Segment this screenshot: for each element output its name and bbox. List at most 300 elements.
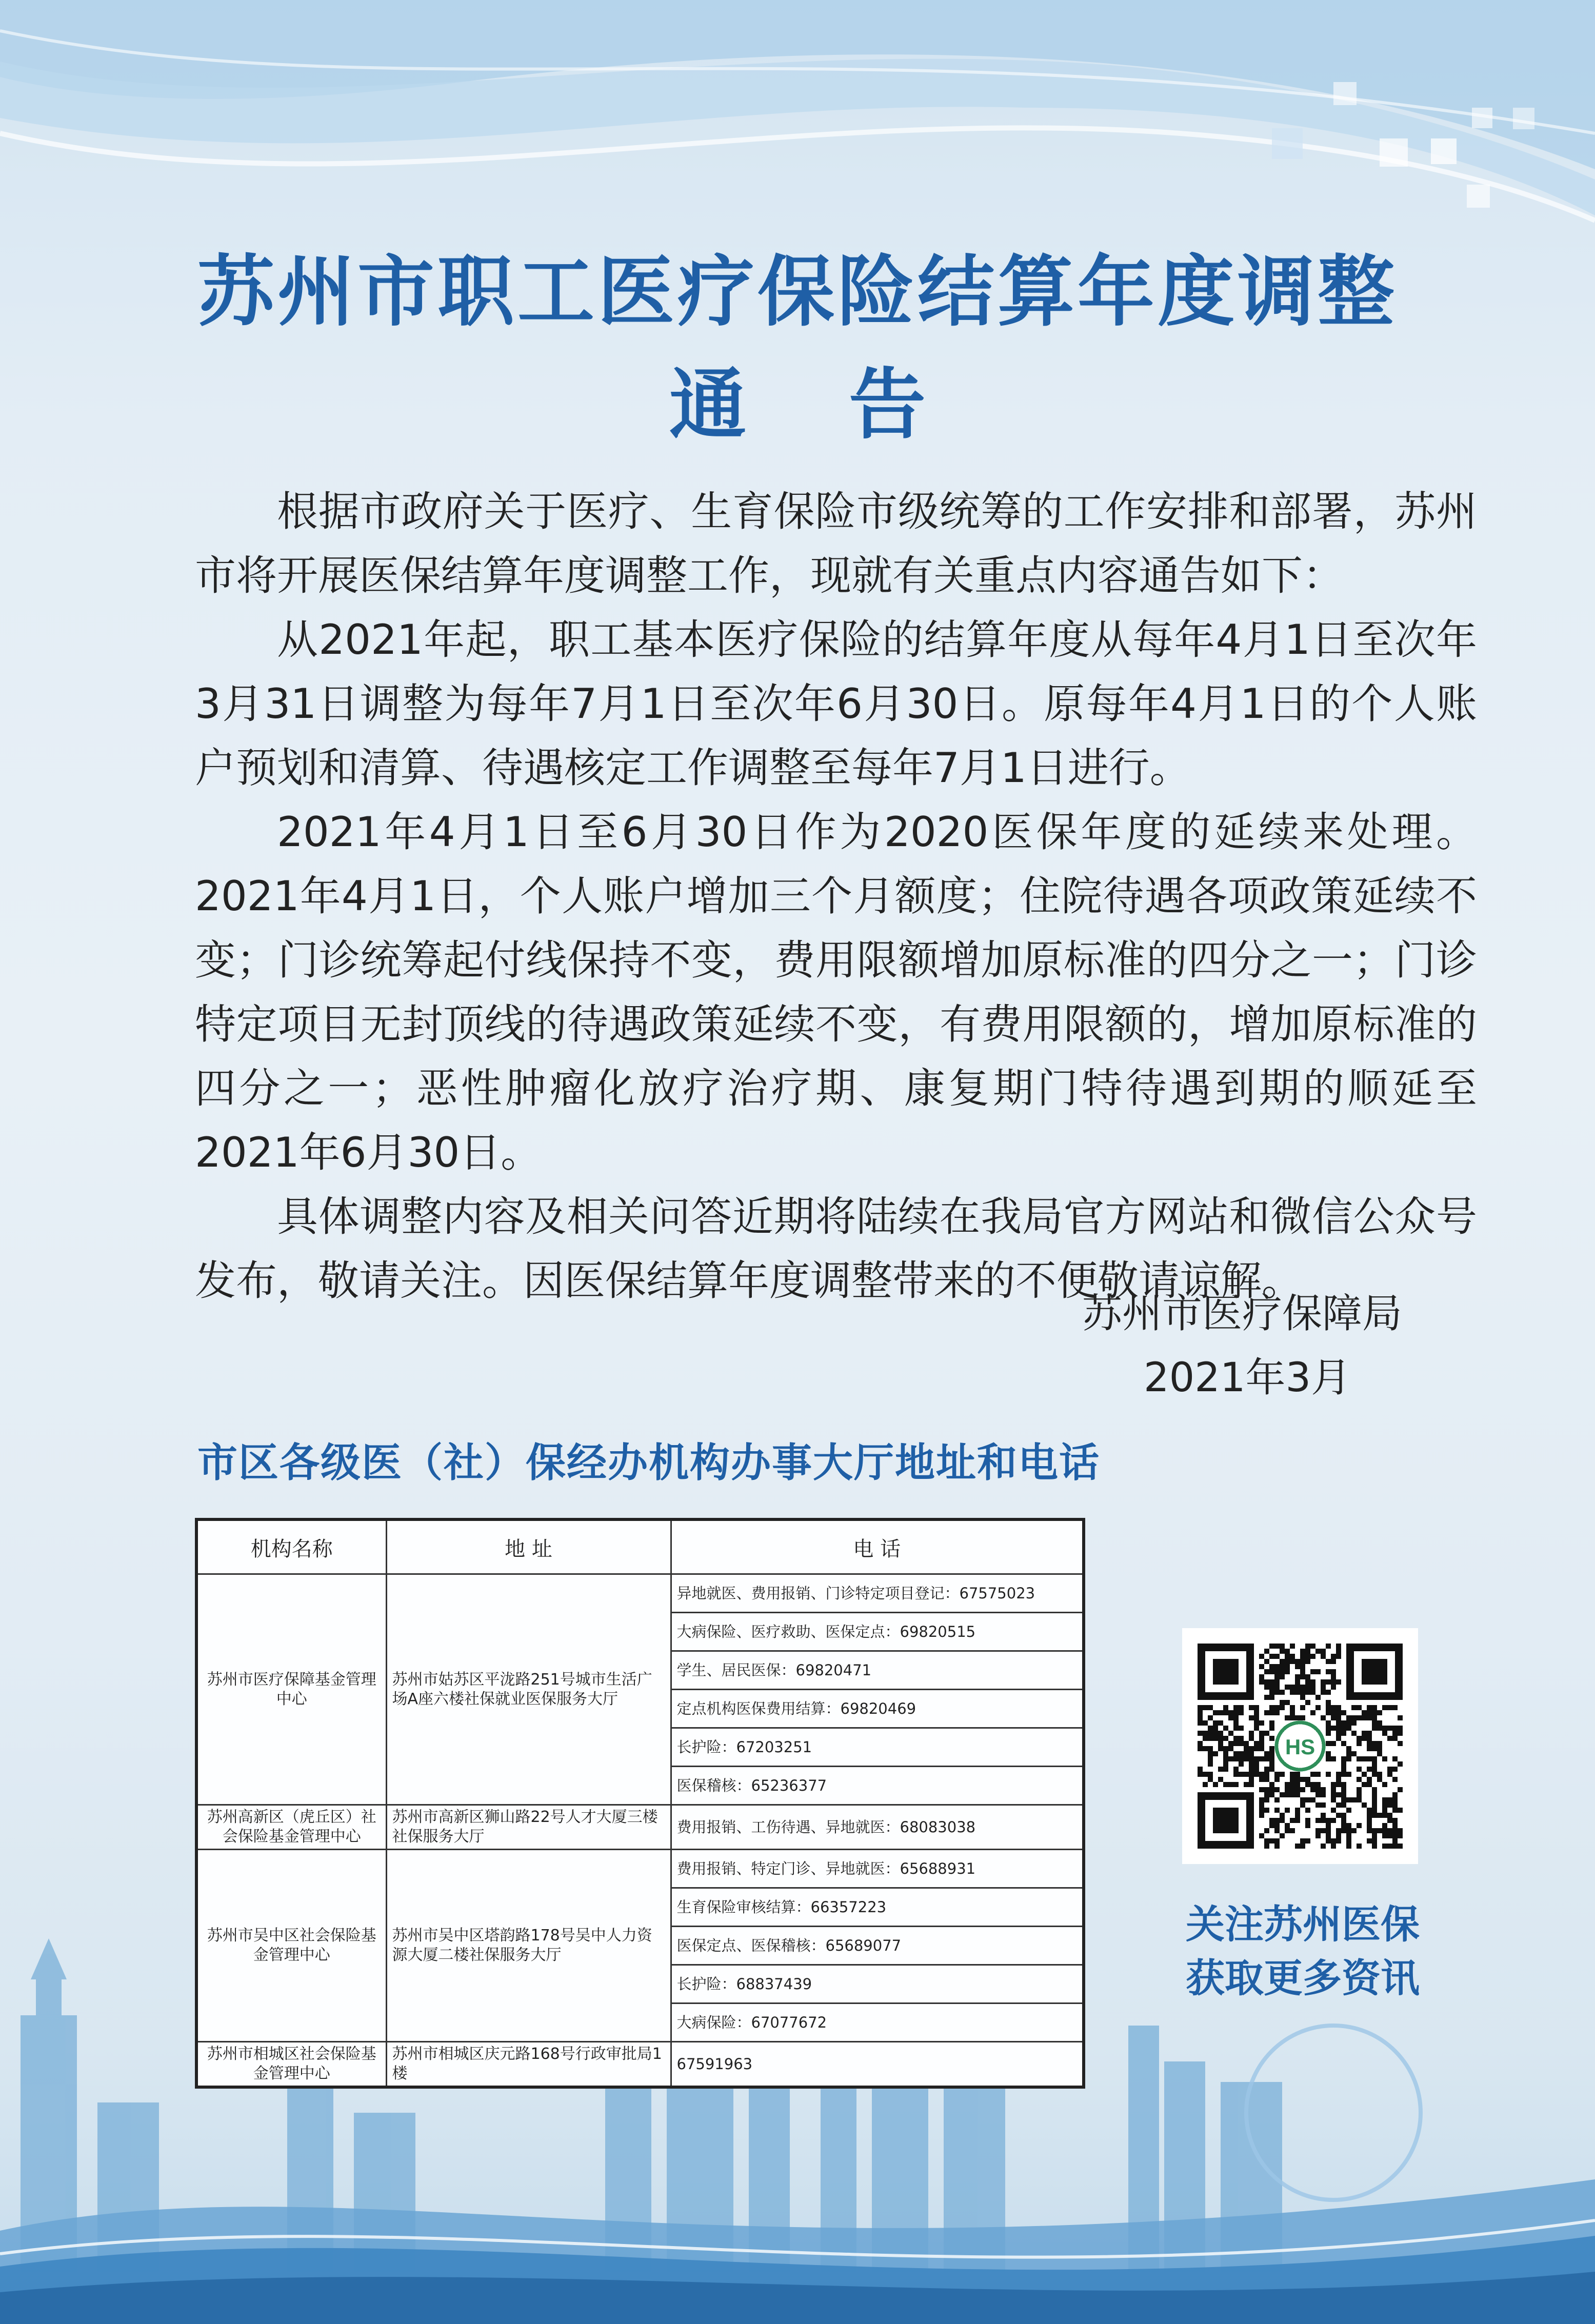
qr-module — [1203, 1731, 1208, 1736]
qr-module — [1315, 1828, 1321, 1833]
qr-module — [1233, 1782, 1239, 1787]
qr-module — [1326, 1823, 1331, 1828]
qr-module — [1249, 1772, 1254, 1777]
qr-module — [1218, 1777, 1223, 1782]
qr-module — [1357, 1787, 1362, 1792]
qr-module — [1300, 1797, 1305, 1802]
office-address: 苏州市高新区狮山路22号人才大厦三楼社保服务大厅 — [386, 1805, 671, 1850]
qr-module — [1213, 1731, 1218, 1736]
qr-module — [1377, 1813, 1382, 1818]
qr-module — [1341, 1767, 1346, 1772]
qr-module — [1392, 1828, 1398, 1833]
qr-module — [1218, 1720, 1223, 1726]
qr-module — [1264, 1695, 1269, 1700]
qr-module — [1264, 1710, 1269, 1715]
qr-module — [1223, 1710, 1228, 1715]
qr-module — [1264, 1679, 1269, 1685]
qr-module — [1341, 1828, 1346, 1833]
qr-module — [1362, 1782, 1367, 1787]
qr-module — [1285, 1808, 1290, 1813]
qr-module — [1305, 1823, 1310, 1828]
qr-module — [1372, 1726, 1377, 1731]
offices-heading: 市区各级医（社）保经办机构办事大厅地址和电话 — [197, 1440, 1101, 1486]
qr-module — [1233, 1736, 1239, 1741]
qr-module — [1254, 1761, 1259, 1767]
qr-module — [1336, 1838, 1341, 1844]
qr-module — [1269, 1690, 1274, 1695]
qr-module — [1346, 1726, 1351, 1731]
qr-module — [1269, 1726, 1274, 1731]
qr-module — [1377, 1746, 1382, 1751]
qr-module — [1300, 1649, 1305, 1654]
qr-module — [1274, 1787, 1280, 1792]
qr-module — [1218, 1731, 1223, 1736]
qr-module — [1274, 1669, 1280, 1674]
qr-module — [1264, 1838, 1269, 1844]
qr-module — [1269, 1710, 1274, 1715]
qr-module — [1372, 1844, 1377, 1849]
qr-module — [1203, 1746, 1208, 1751]
notice-paragraph: 2021年4月1日至6月30日作为2020医保年度的延续来处理。2021年4月1日，个人账户增加三个月额度；住院待遇各项政策延续不变；门诊统筹起付线保持不变，费用限额增加原标准的四分之一；门诊特定项目无封顶线的待遇政策延续不变，有费用限额的，增加原标准的四分之一；恶性肿瘤化放疗治疗期、康复期门特待遇到期的顺延至2021年6月30日。 — [195, 808, 1477, 1176]
qr-module — [1326, 1741, 1331, 1746]
qr-module — [1326, 1833, 1331, 1838]
qr-module — [1336, 1705, 1341, 1710]
column-header: 电 话 — [671, 1519, 1084, 1574]
qr-module — [1239, 1741, 1244, 1746]
qr-module — [1382, 1705, 1387, 1710]
qr-module — [1233, 1772, 1239, 1777]
qr-module — [1326, 1710, 1331, 1715]
qr-module — [1290, 1715, 1295, 1720]
qr-module — [1305, 1690, 1310, 1695]
qr-module — [1392, 1833, 1398, 1838]
office-phone: 长护险：68837439 — [671, 1965, 1084, 2004]
qr-module — [1305, 1674, 1310, 1679]
qr-module — [1310, 1669, 1315, 1674]
qr-module — [1295, 1787, 1300, 1792]
qr-module — [1372, 1772, 1377, 1777]
qr-module — [1351, 1828, 1357, 1833]
qr-module — [1285, 1664, 1290, 1669]
qr-module — [1254, 1705, 1259, 1710]
qr-module — [1372, 1838, 1377, 1844]
qr-module — [1387, 1828, 1392, 1833]
qr-module — [1362, 1772, 1367, 1777]
qr-module — [1377, 1777, 1382, 1782]
qr-module — [1305, 1808, 1310, 1813]
qr-module — [1259, 1720, 1264, 1726]
qr-module — [1367, 1705, 1372, 1710]
qr-module — [1387, 1797, 1392, 1802]
office-address: 苏州市相城区庆元路168号行政审批局1楼 — [386, 2042, 671, 2088]
qr-module — [1367, 1777, 1372, 1782]
qr-module — [1367, 1756, 1372, 1761]
qr-module — [1254, 1741, 1259, 1746]
qr-module — [1346, 1746, 1351, 1751]
qr-module — [1264, 1828, 1269, 1833]
qr-module — [1331, 1726, 1336, 1731]
qr-module — [1387, 1833, 1392, 1838]
qr-module — [1336, 1644, 1341, 1649]
notice-paragraph: 根据市政府关于医疗、生育保险市级统筹的工作安排和部署，苏州市将开展医保结算年度调整工作，现就有关重点内容通告如下： — [195, 488, 1477, 599]
qr-caption-line: 关注苏州医保 — [1186, 1901, 1420, 1947]
qr-module — [1392, 1808, 1398, 1813]
qr-module — [1326, 1659, 1331, 1664]
qr-module — [1233, 1715, 1239, 1720]
qr-module — [1244, 1746, 1249, 1751]
qr-module — [1259, 1756, 1264, 1761]
qr-module — [1341, 1792, 1346, 1797]
qr-module — [1331, 1818, 1336, 1823]
qr-module — [1305, 1797, 1310, 1802]
qr-module — [1228, 1710, 1233, 1715]
qr-module — [1213, 1751, 1218, 1756]
qr-module — [1264, 1731, 1269, 1736]
qr-module — [1280, 1664, 1285, 1669]
qr-module — [1351, 1751, 1357, 1756]
qr-module — [1300, 1695, 1305, 1700]
qr-module — [1367, 1808, 1372, 1813]
qr-module — [1269, 1792, 1274, 1797]
qr-module — [1290, 1772, 1295, 1777]
qr-module — [1254, 1756, 1259, 1761]
qr-module — [1346, 1715, 1351, 1720]
qr-module — [1269, 1685, 1274, 1690]
qr-module — [1372, 1802, 1377, 1808]
qr-module — [1280, 1669, 1285, 1674]
qr-module — [1382, 1808, 1387, 1813]
qr-module — [1274, 1644, 1280, 1649]
qr-module — [1392, 1823, 1398, 1828]
qr-module — [1254, 1720, 1259, 1726]
qr-module — [1362, 1736, 1367, 1741]
qr-module — [1254, 1767, 1259, 1772]
qr-module — [1326, 1720, 1331, 1726]
qr-module — [1259, 1664, 1264, 1669]
qr-module — [1315, 1782, 1321, 1787]
qr-module — [1310, 1679, 1315, 1685]
qr-module — [1295, 1844, 1300, 1849]
qr-module — [1213, 1736, 1218, 1741]
qr-module — [1280, 1813, 1285, 1818]
qr-module — [1218, 1710, 1223, 1715]
qr-module — [1285, 1823, 1290, 1828]
qr-module — [1300, 1787, 1305, 1792]
qr-module — [1346, 1720, 1351, 1726]
qr-module — [1198, 1705, 1203, 1710]
qr-module — [1239, 1710, 1244, 1715]
column-header: 地 址 — [386, 1519, 671, 1574]
qr-module — [1336, 1802, 1341, 1808]
qr-module — [1259, 1813, 1264, 1818]
qr-module — [1249, 1731, 1254, 1736]
qr-module — [1208, 1705, 1213, 1710]
qr-module — [1392, 1731, 1398, 1736]
qr-module — [1285, 1685, 1290, 1690]
qr-module — [1392, 1818, 1398, 1823]
qr-module — [1295, 1679, 1300, 1685]
qr-module — [1269, 1695, 1274, 1700]
qr-module — [1372, 1833, 1377, 1838]
office-address: 苏州市姑苏区平泷路251号城市生活广场A座六楼社保就业医保服务大厅 — [386, 1574, 671, 1805]
qr-module — [1269, 1756, 1274, 1761]
qr-module — [1254, 1746, 1259, 1751]
qr-module — [1300, 1664, 1305, 1669]
qr-module — [1326, 1838, 1331, 1844]
qr-module — [1218, 1746, 1223, 1751]
qr-module — [1331, 1654, 1336, 1659]
qr-module — [1269, 1654, 1274, 1659]
qr-module — [1233, 1756, 1239, 1761]
qr-module — [1387, 1705, 1392, 1710]
qr-module — [1372, 1761, 1377, 1767]
qr-module — [1269, 1669, 1274, 1674]
qr-module — [1398, 1731, 1403, 1736]
qr-module — [1336, 1772, 1341, 1777]
qr-module — [1264, 1767, 1269, 1772]
qr-module — [1387, 1818, 1392, 1823]
qr-module — [1213, 1720, 1218, 1726]
qr-module — [1392, 1802, 1398, 1808]
qr-module — [1264, 1659, 1269, 1664]
qr-module — [1341, 1787, 1346, 1792]
qr-module — [1223, 1751, 1228, 1756]
signature-block — [1026, 1282, 1487, 1410]
qr-module — [1310, 1644, 1315, 1649]
qr-module — [1233, 1705, 1239, 1710]
qr-module — [1310, 1710, 1315, 1715]
qr-module — [1357, 1715, 1362, 1720]
qr-module — [1290, 1685, 1295, 1690]
qr-module — [1326, 1828, 1331, 1833]
qr-module — [1331, 1782, 1336, 1787]
qr-module — [1280, 1818, 1285, 1823]
qr-module — [1295, 1772, 1300, 1777]
qr-module — [1341, 1818, 1346, 1823]
qr-module — [1326, 1690, 1331, 1695]
qr-module — [1315, 1802, 1321, 1808]
qr-module — [1274, 1710, 1280, 1715]
qr-module — [1331, 1705, 1336, 1710]
qr-module — [1269, 1751, 1274, 1756]
qr-module — [1269, 1761, 1274, 1767]
qr-module — [1274, 1818, 1280, 1823]
qr-module — [1372, 1767, 1377, 1772]
qr-module — [1367, 1823, 1372, 1828]
qr-module — [1392, 1736, 1398, 1741]
qr-module — [1331, 1659, 1336, 1664]
qr-module — [1269, 1736, 1274, 1741]
qr-module — [1367, 1710, 1372, 1715]
qr-module — [1295, 1715, 1300, 1720]
qr-module — [1254, 1726, 1259, 1731]
qr-module — [1372, 1741, 1377, 1746]
qr-module — [1269, 1705, 1274, 1710]
qr-module — [1259, 1797, 1264, 1802]
qr-module — [1295, 1808, 1300, 1813]
qr-module — [1326, 1731, 1331, 1736]
qr-module — [1285, 1669, 1290, 1674]
qr-module — [1331, 1685, 1336, 1690]
qr-module — [1290, 1818, 1295, 1823]
office-phone: 异地就医、费用报销、门诊特定项目登记：67575023 — [671, 1574, 1084, 1613]
qr-module — [1274, 1654, 1280, 1659]
qr-module — [1331, 1710, 1336, 1715]
table-row — [196, 1850, 1084, 1888]
qr-module — [1372, 1705, 1377, 1710]
qr-module — [1208, 1731, 1213, 1736]
office-phone: 大病保险：67077672 — [671, 2004, 1084, 2042]
qr-module — [1198, 1715, 1203, 1720]
qr-module — [1264, 1797, 1269, 1802]
qr-module — [1377, 1751, 1382, 1756]
qr-module — [1341, 1782, 1346, 1787]
qr-module — [1233, 1751, 1239, 1756]
qr-module — [1305, 1654, 1310, 1659]
qr-module — [1300, 1802, 1305, 1808]
qr-module — [1341, 1823, 1346, 1828]
qr-module — [1295, 1792, 1300, 1797]
qr-logo-text: HS — [1285, 1735, 1315, 1759]
qr-module — [1367, 1741, 1372, 1746]
qr-module — [1326, 1756, 1331, 1761]
qr-module — [1331, 1808, 1336, 1813]
qr-module — [1223, 1746, 1228, 1751]
qr-module — [1259, 1731, 1264, 1736]
qr-module — [1398, 1844, 1403, 1849]
office-phone: 长护险：67203251 — [671, 1728, 1084, 1767]
qr-module — [1387, 1802, 1392, 1808]
qr-module — [1280, 1833, 1285, 1838]
qr-module — [1392, 1726, 1398, 1731]
qr-module — [1264, 1792, 1269, 1797]
office-phone: 大病保险、医疗救助、医保定点：69820515 — [671, 1613, 1084, 1651]
qr-module — [1213, 1726, 1218, 1731]
office-name: 苏州市医疗保障基金管理中心 — [196, 1574, 386, 1805]
qr-module — [1274, 1664, 1280, 1669]
qr-module — [1218, 1767, 1223, 1772]
qr-module — [1377, 1710, 1382, 1715]
qr-module — [1315, 1695, 1321, 1700]
qr-module — [1367, 1828, 1372, 1833]
qr-module — [1259, 1736, 1264, 1741]
qr-module — [1223, 1767, 1228, 1772]
qr-module — [1331, 1756, 1336, 1761]
qr-module — [1310, 1690, 1315, 1695]
qr-module — [1305, 1838, 1310, 1844]
qr-module — [1331, 1669, 1336, 1674]
qr-code-icon[interactable] — [1182, 1628, 1418, 1864]
qr-module — [1382, 1844, 1387, 1849]
table-row — [196, 1574, 1084, 1613]
qr-module — [1285, 1792, 1290, 1797]
qr-module — [1357, 1844, 1362, 1849]
qr-module — [1346, 1833, 1351, 1838]
qr-module — [1300, 1715, 1305, 1720]
qr-module — [1203, 1736, 1208, 1741]
qr-module — [1321, 1654, 1326, 1659]
qr-module — [1233, 1741, 1239, 1746]
qr-module — [1233, 1767, 1239, 1772]
qr-module — [1239, 1736, 1244, 1741]
qr-module — [1198, 1746, 1203, 1751]
qr-module — [1382, 1756, 1387, 1761]
qr-module — [1398, 1833, 1403, 1838]
qr-module — [1372, 1828, 1377, 1833]
notice-body — [195, 479, 1477, 1313]
qr-module — [1249, 1705, 1254, 1710]
qr-module — [1244, 1751, 1249, 1756]
qr-module — [1264, 1649, 1269, 1654]
qr-module — [1228, 1746, 1233, 1751]
qr-module — [1392, 1792, 1398, 1797]
qr-module — [1392, 1844, 1398, 1849]
qr-module — [1372, 1797, 1377, 1802]
qr-module — [1259, 1654, 1264, 1659]
qr-module — [1249, 1715, 1254, 1720]
qr-module — [1223, 1761, 1228, 1767]
qr-module — [1259, 1772, 1264, 1777]
qr-module — [1331, 1797, 1336, 1802]
qr-module — [1382, 1782, 1387, 1787]
qr-module — [1290, 1710, 1295, 1715]
qr-module — [1321, 1715, 1326, 1720]
qr-module — [1305, 1818, 1310, 1823]
qr-module — [1382, 1802, 1387, 1808]
qr-module — [1300, 1659, 1305, 1664]
qr-module — [1310, 1772, 1315, 1777]
notice-title: 苏州市职工医疗保险结算年度调整 — [197, 248, 1398, 337]
qr-module — [1208, 1736, 1213, 1741]
office-phone: 费用报销、工伤待遇、异地就医：68083038 — [671, 1805, 1084, 1850]
qr-module — [1264, 1808, 1269, 1813]
qr-module — [1367, 1736, 1372, 1741]
qr-module — [1269, 1838, 1274, 1844]
qr-module — [1372, 1710, 1377, 1715]
qr-module — [1198, 1772, 1203, 1777]
qr-module — [1203, 1772, 1208, 1777]
qr-module — [1346, 1772, 1351, 1777]
office-phone: 医保定点、医保稽核：65689077 — [671, 1927, 1084, 1965]
qr-module — [1223, 1726, 1228, 1731]
qr-module — [1346, 1756, 1351, 1761]
qr-module — [1321, 1679, 1326, 1685]
qr-module — [1331, 1741, 1336, 1746]
qr-module — [1254, 1715, 1259, 1720]
notice-paragraph: 从2021年起，职工基本医疗保险的结算年度从每年4月1日至次年3月31日调整为每年7月1日至次年6月30日。原每年4月1日的个人账户预划和清算、待遇核定工作调整至每年7月1日进行。 — [195, 616, 1477, 792]
qr-module — [1269, 1823, 1274, 1828]
qr-module — [1377, 1741, 1382, 1746]
qr-module — [1331, 1844, 1336, 1849]
qr-module — [1244, 1756, 1249, 1761]
qr-module — [1264, 1777, 1269, 1782]
qr-module — [1300, 1685, 1305, 1690]
qr-module — [1274, 1674, 1280, 1679]
qr-module — [1336, 1679, 1341, 1685]
qr-module — [1382, 1833, 1387, 1838]
qr-module — [1208, 1761, 1213, 1767]
office-phone: 费用报销、特定门诊、异地就医：65688931 — [671, 1850, 1084, 1888]
qr-module — [1331, 1787, 1336, 1792]
qr-finder-bottom-left — [1198, 1792, 1254, 1849]
qr-module — [1290, 1654, 1295, 1659]
qr-module — [1264, 1685, 1269, 1690]
qr-module — [1382, 1731, 1387, 1736]
qr-module — [1382, 1813, 1387, 1818]
qr-module — [1249, 1756, 1254, 1761]
qr-module — [1387, 1736, 1392, 1741]
qr-module — [1274, 1690, 1280, 1695]
